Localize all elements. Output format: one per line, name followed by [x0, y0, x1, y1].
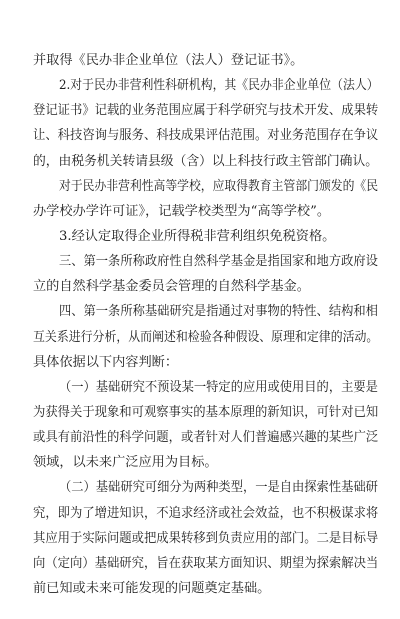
text-line: （一）基础研究不预设某一特定的应用或使用目的，主要是 [59, 380, 378, 395]
text-line: 其应用于实际问题或把成果转移到负责应用的部门。二是目标导 [33, 531, 379, 546]
text-line: 登记证书》记载的业务范围应属于科学研究与技术开发、成果转 [33, 103, 379, 118]
text-line: 让、科技咨询与服务、科技成果评估范围。对业务范围存在争议 [33, 128, 379, 143]
text-line: 互关系进行分析，从而阐述和检验各种假设、原理和定律的活动。 [33, 330, 378, 345]
text-line: 领域，以未来广泛应用为目标。 [33, 455, 218, 470]
text-line: 办学校办学许可证》，记载学校类型为“高等学校”。 [33, 204, 331, 219]
text-line: 3.经认定取得企业所得税非营利组织免税资格。 [59, 229, 336, 244]
text-line: 并取得《民办非企业单位（法人）登记证书》。 [33, 53, 304, 68]
text-line: 三、第一条所称政府性自然科学基金是指国家和地方政府设 [59, 254, 378, 269]
text-line: 四、第一条所称基础研究是指通过对事物的特性、结构和相 [59, 304, 378, 319]
text-line: 对于民办非营利性高等学校，应取得教育主管部门颁发的《民 [59, 179, 378, 194]
text-line: 2.对于民办非营利性科研机构，其《民办非企业单位（法人） [59, 78, 379, 93]
text-line: 向（定向）基础研究，旨在获取某方面知识、期望为探索解决当 [33, 556, 379, 571]
text-line: （二）基础研究可细分为两种类型，一是自由探索性基础研 [59, 480, 378, 495]
text-line: 具体依据以下内容判断： [33, 355, 179, 370]
text-line: 前已知或未来可能发现的问题奠定基础。 [33, 581, 271, 596]
text-line: 立的自然科学基金委员会管理的自然科学基金。 [33, 279, 310, 294]
text-line: 或具有前沿性的科学问题，或者针对人们普遍感兴趣的某些广泛 [33, 430, 379, 445]
text-line: 的，由税务机关转请县级（含）以上科技行政主管部门确认。 [33, 154, 378, 169]
text-line: 究，即为了增进知识，不追求经济或社会效益，也不积极谋求将 [33, 506, 379, 521]
text-line: 为获得关于现象和可观察事实的基本原理的新知识，可针对已知 [33, 405, 379, 420]
